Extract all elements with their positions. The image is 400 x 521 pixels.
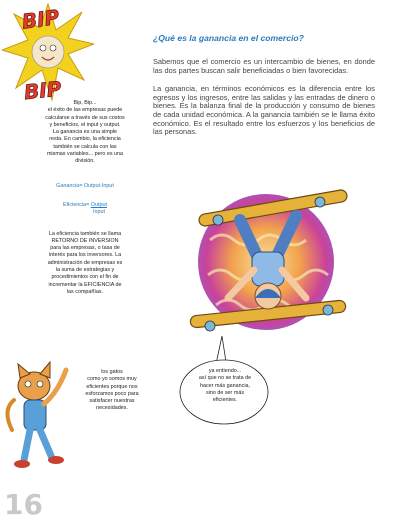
skateboard-wheel <box>213 215 223 225</box>
paragraph-intercambio: Sabemos que el comercio es un intercambio de bienes, en donde las dos partes buscan salir beneficiadas o bien favorecidas. <box>153 57 375 75</box>
sidebar-note <box>30 100 140 296</box>
cat-legs <box>24 430 52 460</box>
logo-face-eye <box>50 45 56 51</box>
sidebar-line: Bip, Bip... <box>73 100 97 106</box>
logo-center-disc <box>32 36 64 68</box>
cat-foot <box>14 460 30 468</box>
skateboard-illustration <box>180 180 352 340</box>
sidebar-line: también se calcula con las <box>53 143 117 150</box>
retorno-line: para las empresas, o tasa de <box>50 245 120 252</box>
retorno-line: procedimientos con el fin de <box>51 274 119 281</box>
logo-face-eye <box>40 45 46 51</box>
skateboard-wheel <box>205 321 215 331</box>
sidebar-line: mismas variables... pero es una <box>46 151 124 158</box>
sidebar-line: La ganancia es una simple <box>52 129 118 136</box>
eficiencia-formula-denominator: Input <box>93 209 105 216</box>
retorno-line: las compañías. <box>66 288 104 295</box>
cat-eye <box>25 381 31 387</box>
ganancia-formula: Ganancia= Output-Input <box>56 182 114 189</box>
eficiencia-formula-prefix: Eficiencia= <box>63 201 90 208</box>
cat-foot <box>48 456 64 464</box>
sidebar-line: resta. En cambio, la eficiencia <box>49 136 121 143</box>
cat-caption <box>72 369 152 413</box>
cat-caption-line: necesidades. <box>96 405 128 412</box>
cat-eye <box>37 381 43 387</box>
speech-bubble-text <box>189 368 261 404</box>
paragraph-ganancia: La ganancia, en términos económicos es la diferencia entre los egresos y los ingresos, entre las salidas y las entradas de dinero o bienes. Es la balanza final de la producción y consumo de bienes de cada unidad económica. A la ganancia también se le llama éxito económico. Es el resultado entre los esfuerzos y los beneficios de las personas. <box>153 84 375 137</box>
speech-line: eficientes. <box>212 397 238 404</box>
retorno-line: la suma de estrategias y <box>55 267 115 274</box>
cat-caption-line: como yo somos muy <box>87 376 137 383</box>
cat-caption-line: eficientes porque nos <box>86 383 138 390</box>
bip-bip-logo <box>2 2 94 106</box>
logo-word-bottom: BIP <box>22 76 63 105</box>
retorno-line: La eficiencia también se llama <box>48 230 122 237</box>
cat-illustration <box>0 360 76 472</box>
logo-word-top: BIP <box>20 4 61 34</box>
sidebar-line: el éxito de las empresas puede <box>47 107 123 114</box>
skateboard-wheel <box>315 197 325 207</box>
retorno-line: administración de empresas es <box>47 259 123 266</box>
eficiencia-formula <box>30 202 140 217</box>
speech-line: sino de ser más <box>205 389 245 396</box>
retorno-line: interés para los inversores. La <box>48 252 122 259</box>
sidebar-line: calcularse a través de sus costos <box>45 114 125 121</box>
page-title: ¿Qué es la ganancia en el comercio? <box>153 33 304 43</box>
sidebar-line: y beneficios, el input y output. <box>49 121 121 128</box>
sidebar-intro <box>30 100 140 166</box>
main-column <box>153 33 375 137</box>
retorno-line: RETORNO DE INVERSION <box>51 237 119 244</box>
cat-caption-line: esforzamos poco para <box>85 390 139 397</box>
eficiencia-formula-numerator: Output <box>90 201 107 208</box>
page-number: 16 <box>4 488 43 521</box>
cat-caption-line: los gatos <box>101 369 123 375</box>
speech-line: hacer más ganancia, <box>199 382 251 389</box>
skateboard-wheel <box>323 305 333 315</box>
sidebar-line: división. <box>75 158 95 165</box>
retorno-line: incrementar la EFICIENCIA de <box>48 281 122 288</box>
retorno-note <box>30 231 140 297</box>
cat-caption-line: satisfacer nuestras <box>89 398 135 405</box>
cat-tail <box>7 400 14 430</box>
speech-line: así que no se trata de <box>198 375 252 382</box>
speech-line: ya entiendo... <box>208 368 242 374</box>
